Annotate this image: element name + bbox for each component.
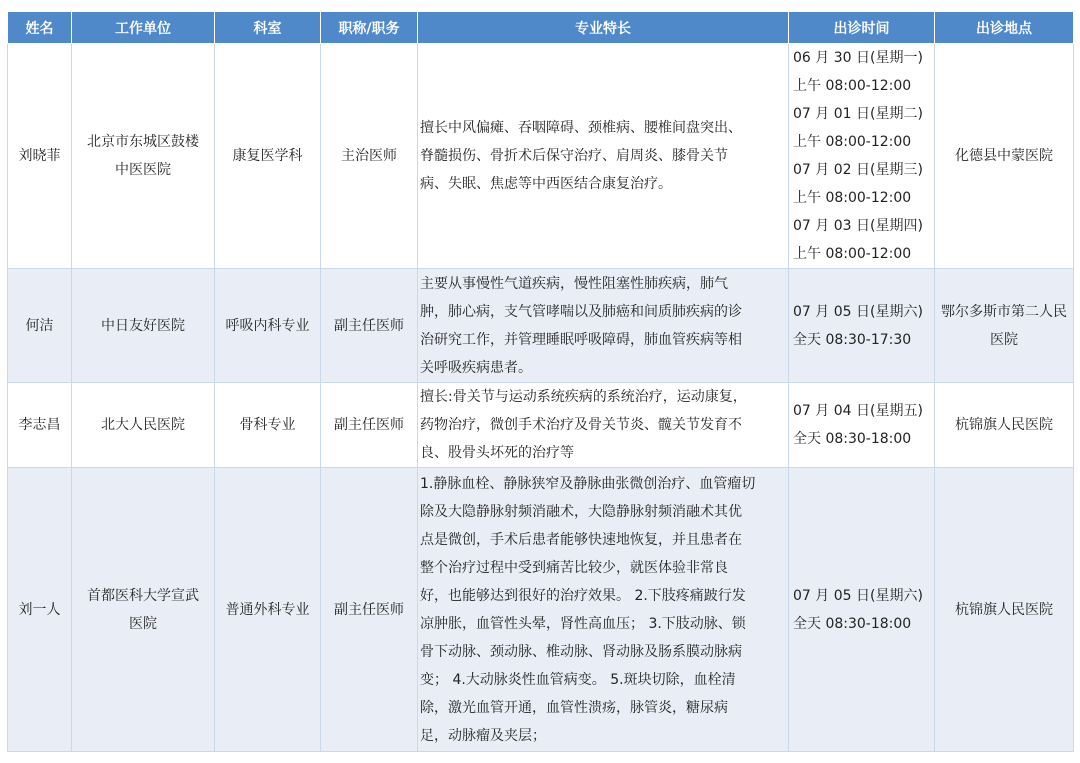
department-cell: 骨科专业: [215, 383, 321, 468]
specialty-cell-line: 足，动脉瘤及夹层；: [420, 727, 546, 744]
specialty-cell-line: 点是微创，手术后患者能够快速地恢复，并且患者在: [420, 531, 742, 548]
work-unit-cell-line: 北大人民医院: [101, 417, 185, 433]
specialty-cell-line: 1.静脉血栓、静脉狭窄及静脉曲张微创治疗、血管瘤切: [420, 475, 756, 492]
job-title-cell: 副主任医师: [321, 383, 418, 468]
work-unit-cell: [72, 44, 215, 269]
specialty-cell-line: 骨下动脉、颈动脉、椎动脉、肾动脉及肠系膜动脉病: [420, 643, 742, 660]
department-cell: 呼吸内科专业: [215, 269, 321, 383]
specialty-cell-line: 药物治疗，微创手术治疗及骨关节炎、髋关节发育不: [420, 417, 742, 433]
specialty-cell-line: 除及大隐静脉射频消融术，大隐静脉射频消融术其优: [420, 503, 742, 520]
job-title-cell: 副主任医师: [321, 269, 418, 383]
header-time: 出诊时间: [789, 12, 935, 44]
specialty-cell-line: 好，也能够达到很好的治疗效果。 2.下肢疼痛跛行发: [420, 587, 746, 604]
specialty-cell: [418, 383, 789, 468]
specialty-cell-line: 擅长:骨关节与运动系统疾病的系统治疗，运动康复，: [420, 389, 747, 405]
clinic-time-cell: [789, 383, 935, 468]
clinic-time-cell-line: 07 月 04 日(星期五): [793, 403, 923, 419]
doctor-name-cell: 李志昌: [8, 383, 72, 468]
header-dept: 科室: [215, 12, 321, 44]
header-specialty: 专业特长: [418, 12, 789, 44]
clinic-time-cell: [789, 44, 935, 269]
table-body: [8, 44, 1074, 752]
clinic-time-cell-line: 上午 08:00-12:00: [793, 246, 912, 262]
clinic-location-cell: [935, 269, 1074, 383]
clinic-location-cell-line: 杭锦旗人民医院: [955, 601, 1053, 618]
job-title-cell: 副主任医师: [321, 468, 418, 752]
table-row: [8, 269, 1074, 383]
work-unit-cell-line: 医院: [129, 615, 157, 632]
doctor-name-cell: 刘一人: [8, 468, 72, 752]
clinic-schedule-table: [7, 11, 1074, 752]
specialty-cell: [418, 269, 789, 383]
clinic-location-cell-line: 鄂尔多斯市第二人民: [941, 303, 1067, 320]
clinic-time-cell-line: 上午 08:00-12:00: [793, 134, 912, 150]
specialty-cell-line: 除，激光血管开通，血管性溃疡，脉管炎，糖尿病: [420, 699, 728, 716]
specialty-cell-line: 凉肿胀，血管性头晕，肾性高血压； 3.下肢动脉、锁: [420, 615, 746, 632]
doctor-name-cell: 刘晓菲: [8, 44, 72, 269]
work-unit-cell-line: 北京市东城区鼓楼: [87, 134, 199, 150]
clinic-time-cell-line: 07 月 05 日(星期六): [793, 587, 923, 604]
table-row: [8, 383, 1074, 468]
clinic-time-cell: [789, 468, 935, 752]
clinic-time-cell: [789, 269, 935, 383]
job-title-cell: 主治医师: [321, 44, 418, 269]
specialty-cell-line: 良、股骨头坏死的治疗等: [420, 445, 574, 461]
clinic-time-cell-line: 全天 08:30-18:00: [793, 615, 912, 632]
specialty-cell-line: 关呼吸疾病患者。: [420, 359, 532, 376]
work-unit-cell-line: 中日友好医院: [101, 317, 185, 334]
header-name: 姓名: [8, 12, 72, 44]
clinic-time-cell-line: 上午 08:00-12:00: [793, 78, 912, 94]
work-unit-cell: [72, 383, 215, 468]
clinic-location-cell-line: 杭锦旗人民医院: [955, 417, 1053, 433]
clinic-location-cell-line: 化德县中蒙医院: [955, 148, 1053, 164]
clinic-schedule-table-wrapper: [7, 11, 1073, 752]
department-cell: 康复医学科: [215, 44, 321, 269]
header-unit: 工作单位: [72, 12, 215, 44]
work-unit-cell-line: 中医医院: [115, 162, 171, 178]
header-location: 出诊地点: [935, 12, 1074, 44]
clinic-time-cell-line: 上午 08:00-12:00: [793, 190, 912, 206]
clinic-location-cell: [935, 44, 1074, 269]
clinic-location-cell: [935, 383, 1074, 468]
clinic-time-cell-line: 全天 08:30-18:00: [793, 431, 912, 447]
specialty-cell-line: 治研究工作，并管理睡眠呼吸障碍，肺血管疾病等相: [420, 331, 742, 348]
header-title: 职称/职务: [321, 12, 418, 44]
department-cell: 普通外科专业: [215, 468, 321, 752]
specialty-cell: [418, 468, 789, 752]
work-unit-cell: [72, 269, 215, 383]
clinic-time-cell-line: 07 月 01 日(星期二): [793, 106, 923, 122]
clinic-time-cell-line: 06 月 30 日(星期一): [793, 50, 923, 66]
work-unit-cell: [72, 468, 215, 752]
clinic-location-cell-line: 医院: [990, 331, 1018, 348]
clinic-time-cell-line: 07 月 02 日(星期三): [793, 162, 923, 178]
specialty-cell-line: 主要从事慢性气道疾病，慢性阻塞性肺疾病，肺气: [420, 275, 728, 292]
specialty-cell-line: 擅长中风偏瘫、吞咽障碍、颈椎病、腰椎间盘突出、: [420, 120, 742, 136]
specialty-cell-line: 整个治疗过程中受到痛苦比较少，就医体验非常良: [420, 559, 728, 576]
specialty-cell-line: 肿，肺心病，支气管哮喘以及肺癌和间质肺疾病的诊: [420, 303, 742, 320]
clinic-time-cell-line: 07 月 05 日(星期六): [793, 303, 923, 320]
table-row: [8, 44, 1074, 269]
specialty-cell: [418, 44, 789, 269]
specialty-cell-line: 变； 4.大动脉炎性血管病变。 5.斑块切除，血栓清: [420, 671, 736, 688]
clinic-time-cell-line: 全天 08:30-17:30: [793, 331, 912, 348]
specialty-cell-line: 病、失眠、焦虑等中西医结合康复治疗。: [420, 176, 672, 192]
header-row: [8, 12, 1074, 44]
doctor-name-cell: 何洁: [8, 269, 72, 383]
clinic-time-cell-line: 07 月 03 日(星期四): [793, 218, 923, 234]
work-unit-cell-line: 首都医科大学宣武: [87, 587, 199, 604]
table-row: [8, 468, 1074, 752]
clinic-location-cell: [935, 468, 1074, 752]
specialty-cell-line: 脊髓损伤、骨折术后保守治疗、肩周炎、膝骨关节: [420, 148, 728, 164]
